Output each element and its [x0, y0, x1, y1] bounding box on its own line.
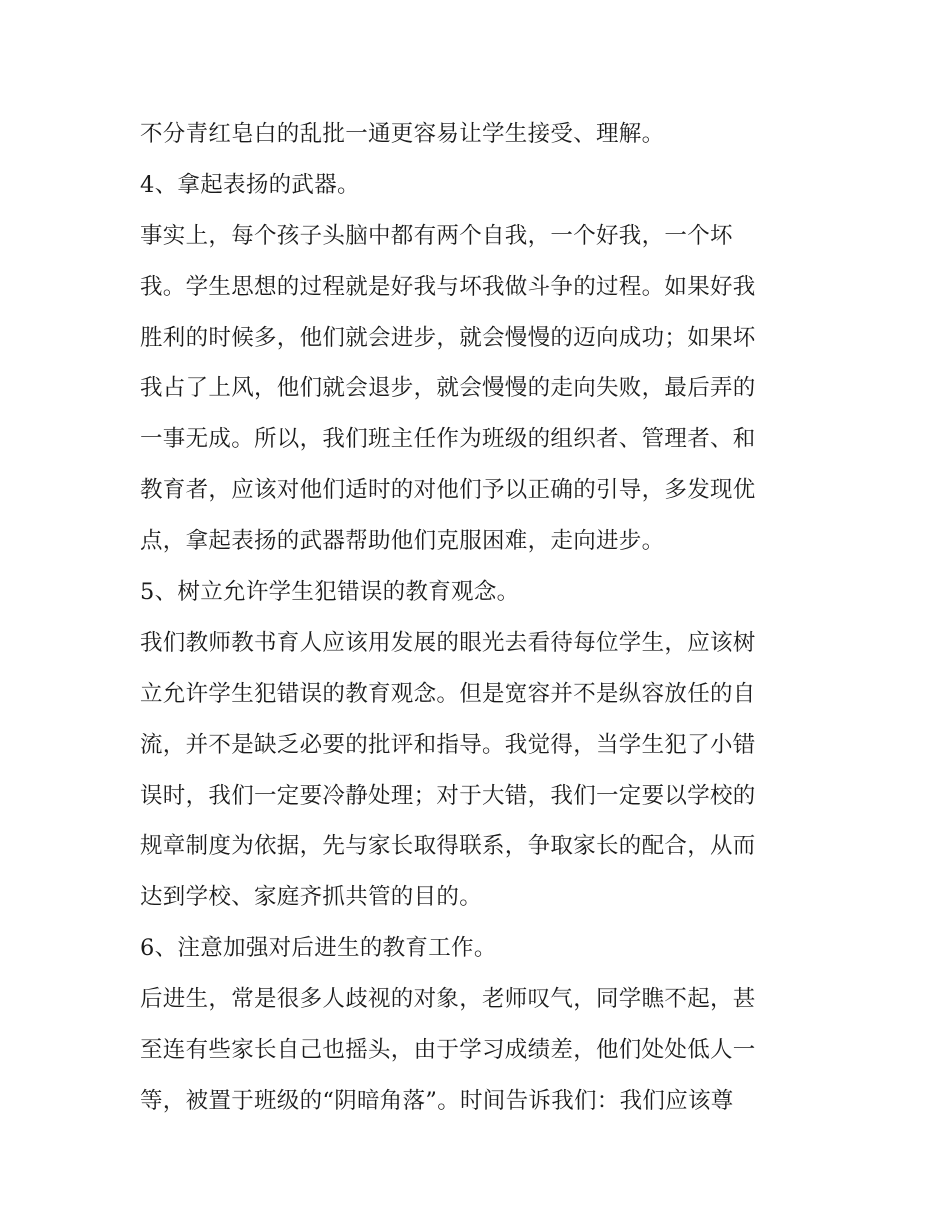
- text-line: 教育者，应该对他们适时的对他们予以正确的引导，多发现优: [140, 477, 756, 504]
- document-body: [140, 109, 820, 1127]
- text-line: 等，被置于班级的“阴暗角落”。时间告诉我们：我们应该尊: [140, 1087, 734, 1114]
- text-line: 不分青红皂白的乱批一通更容易让学生接受、理解。: [140, 121, 665, 147]
- section-heading-4: 4、拿起表扬的武器。: [140, 171, 360, 198]
- text-line: 事实上，每个孩子头脑中都有两个自我，一个好我，一个坏: [140, 222, 733, 249]
- text-line: 胜利的时候多，他们就会进步，就会慢慢的迈向成功；如果坏: [140, 324, 756, 351]
- text-line: 至连有些家长自己也摇头，由于学习成绩差，他们处处低人一: [140, 1037, 756, 1064]
- text-line: 达到学校、家庭齐抓共管的目的。: [140, 884, 483, 911]
- text-line: 误时，我们一定要冷静处理；对于大错，我们一定要以学校的: [140, 782, 756, 809]
- section-heading-6: 6、注意加强对后进生的教育工作。: [140, 935, 497, 962]
- text-line: 流，并不是缺乏必要的批评和指导。我觉得，当学生犯了小错: [140, 731, 756, 758]
- text-line: 一事无成。所以，我们班主任作为班级的组织者、管理者、和: [140, 426, 756, 453]
- text-line: 我占了上风，他们就会退步，就会慢慢的走向失败，最后弄的: [140, 375, 756, 402]
- text-line: 我们教师教书育人应该用发展的眼光去看待每位学生，应该树: [140, 629, 756, 656]
- text-line: 立允许学生犯错误的教育观念。但是宽容并不是纵容放任的自: [140, 680, 756, 707]
- text-line: 规章制度为依据，先与家长取得联系，争取家长的配合，从而: [140, 833, 756, 860]
- text-line: 后进生，常是很多人歧视的对象，老师叹气，同学瞧不起，甚: [140, 986, 756, 1013]
- section-heading-5: 5、树立允许学生犯错误的教育观念。: [140, 579, 520, 606]
- text-line: 我。学生思想的过程就是好我与坏我做斗争的过程。如果好我: [140, 273, 756, 300]
- text-line: 点，拿起表扬的武器帮助他们克服困难，走向进步。: [140, 528, 665, 555]
